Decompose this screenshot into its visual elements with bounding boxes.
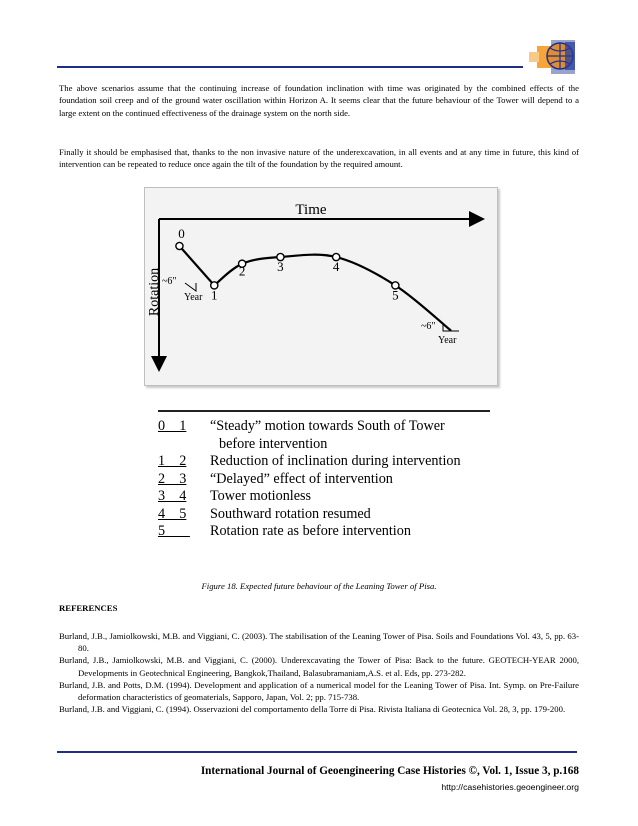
point-label-3: 3 bbox=[277, 259, 284, 275]
point-label-2: 2 bbox=[238, 263, 246, 279]
x-axis-label: Time bbox=[295, 202, 327, 218]
legend-rule bbox=[158, 410, 490, 412]
body-paragraph-2: Finally it should be emphasised that, thanks to the non invasive nature of the underexcavation, in all events and at any time in future, this kind of intervention can be repeated to reduce once again the tilt of the foundation by the required amount. bbox=[59, 147, 579, 170]
y-axis-label: Rotation bbox=[147, 267, 162, 317]
rotation-time-chart bbox=[145, 188, 497, 385]
legend-code: 5 bbox=[158, 523, 190, 539]
legend-text: before intervention bbox=[219, 435, 328, 452]
legend-text: Tower motionless bbox=[210, 488, 312, 504]
slope-annotation-start bbox=[162, 276, 203, 303]
slope-unit-end: Year bbox=[438, 335, 457, 346]
legend-row bbox=[158, 471, 490, 489]
legend-row bbox=[158, 418, 490, 436]
journal-globe-logo bbox=[529, 38, 579, 78]
legend-code: 4 5 bbox=[158, 505, 187, 522]
legend-text: “Steady” motion towards South of Tower bbox=[210, 418, 445, 434]
legend-row bbox=[158, 453, 490, 471]
point-label-0: 0 bbox=[178, 226, 185, 241]
journal-url[interactable]: http://casehistories.geoengineer.org bbox=[441, 782, 579, 792]
legend-code: 1 2 bbox=[158, 453, 187, 469]
slope-annotation-end bbox=[421, 321, 459, 346]
point-label-1: 1 bbox=[211, 287, 218, 303]
legend-code bbox=[158, 436, 210, 454]
legend-row bbox=[158, 506, 490, 524]
legend-row bbox=[158, 523, 490, 541]
legend-code: 2 3 bbox=[158, 470, 187, 487]
legend-text: Southward rotation resumed bbox=[210, 505, 371, 522]
legend-code: 3 4 bbox=[158, 488, 187, 504]
journal-citation: International Journal of Geoengineering Case Histories ©, Vol. 1, Issue 3, p.168 bbox=[200, 765, 579, 777]
figure-caption: Figure 18. Expected future behaviour of the Leaning Tower of Pisa. bbox=[201, 581, 437, 591]
legend-row bbox=[158, 436, 490, 454]
references-heading: REFERENCES bbox=[59, 603, 118, 613]
reference-item: Burland, J.B. and Viggiani, C. (1994). Osservazioni del comportamento della Torre di Pisa. Rivista Italiana di Geotecnica Vol. 28, 3, pp. 179-200. bbox=[59, 704, 566, 715]
rotation-curve bbox=[179, 246, 451, 331]
reference-item: Burland, J.B., Jamiolkowski, M.B. and Viggiani, C. (2003). The stabilisation of the Leaning Tower of Pisa. Soils and Foundations Vol. 43, 5, pp. 63-80. bbox=[59, 631, 579, 654]
footer-rule bbox=[57, 751, 577, 753]
reference-item: Burland, J.B. and Potts, D.M. (1994). Development and application of a numerical model for the Leaning Tower of Pisa. Int. Symp. on Pre-Failure deformation characteristics of geomaterials, Sapporo, Japan, Vol. 2; pp. 715-738. bbox=[59, 679, 579, 703]
references-list bbox=[59, 630, 579, 715]
body-paragraph-1: The above scenarios assume that the continuing increase of foundation inclination with time was originated by the combined effects of the foundation soil creep and of the ground water oscillation within Horizon A. It seems clear that the future behaviour of the Tower will depend to a large extent on the continued effectiveness of the drainage system on the north side. bbox=[59, 83, 579, 118]
legend-code: 0 1 bbox=[158, 418, 187, 434]
figure-legend bbox=[158, 410, 490, 541]
legend-row bbox=[158, 488, 490, 506]
point-label-5: 5 bbox=[392, 287, 399, 303]
slope-value-end: ~6" bbox=[421, 321, 436, 332]
legend-text: Rotation rate as before intervention bbox=[210, 523, 411, 539]
point-label-4: 4 bbox=[332, 259, 340, 275]
slope-unit-start: Year bbox=[184, 292, 203, 303]
slope-value-start: ~6" bbox=[162, 276, 177, 287]
legend-text: Reduction of inclination during intervention bbox=[210, 453, 461, 469]
reference-item: Burland, J.B., Jamiolkowski, M.B. and Viggiani, C. (2000). Underexcavating the Tower of Pisa: Back to the future. GEOTECH-YEAR 2000, Developments in Geotechnical Engineering, Bangkok,Thailand, Balasubramaniam,A.S. et al. Eds, pp. 273-282. bbox=[59, 655, 579, 678]
point-0 bbox=[176, 242, 183, 249]
figure-chart bbox=[144, 187, 498, 386]
header-rule bbox=[57, 66, 523, 68]
legend-text: “Delayed” effect of intervention bbox=[210, 470, 393, 487]
